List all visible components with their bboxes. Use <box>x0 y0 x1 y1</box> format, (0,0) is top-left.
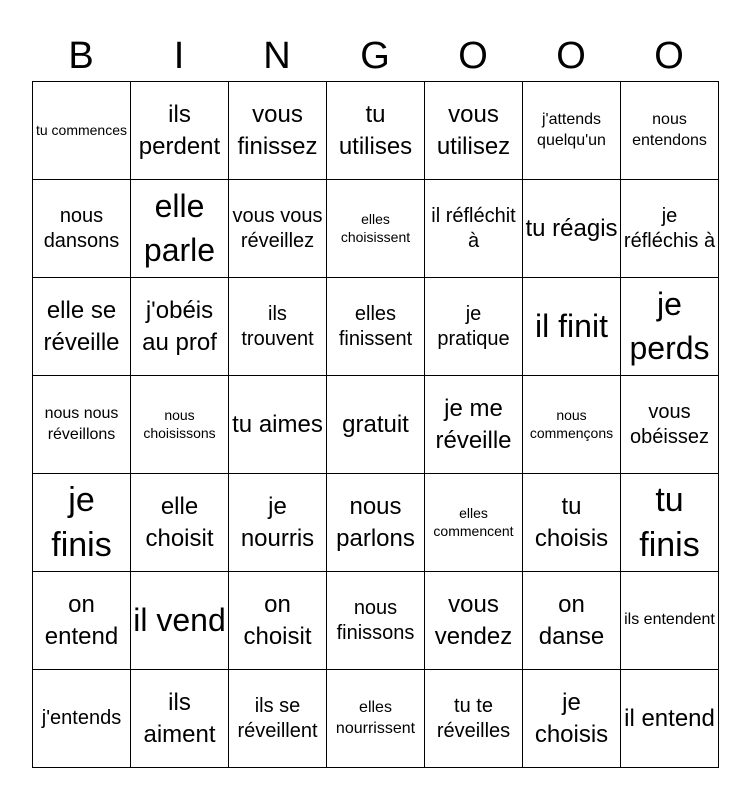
header-letter: N <box>263 35 291 77</box>
bingo-cell[interactable]: on entend <box>33 572 131 670</box>
bingo-cell[interactable]: elle se réveille <box>33 278 131 376</box>
bingo-cell[interactable]: il finit <box>523 278 621 376</box>
bingo-cell[interactable]: il entend <box>621 670 719 768</box>
bingo-cell[interactable]: il vend <box>131 572 229 670</box>
bingo-cell[interactable]: tu choisis <box>523 474 621 572</box>
bingo-cell[interactable]: vous vendez <box>425 572 523 670</box>
bingo-cell[interactable]: ils entendent <box>621 572 719 670</box>
bingo-cell[interactable]: je pratique <box>425 278 523 376</box>
bingo-cell[interactable]: on choisit <box>229 572 327 670</box>
bingo-cell[interactable]: tu réagis <box>523 180 621 278</box>
bingo-cell[interactable]: vous obéissez <box>621 376 719 474</box>
bingo-cell[interactable]: tu commences <box>33 82 131 180</box>
bingo-cell[interactable]: nous parlons <box>327 474 425 572</box>
bingo-cell[interactable]: tu finis <box>621 474 719 572</box>
bingo-cell[interactable]: nous choisissons <box>131 376 229 474</box>
bingo-cell[interactable]: elle parle <box>131 180 229 278</box>
bingo-cell[interactable]: elles finissent <box>327 278 425 376</box>
bingo-cell[interactable]: j'obéis au prof <box>131 278 229 376</box>
header-letter: G <box>360 35 390 77</box>
bingo-cell[interactable]: j'attends quelqu'un <box>523 82 621 180</box>
bingo-cell[interactable]: vous utilisez <box>425 82 523 180</box>
bingo-cell[interactable]: ils se réveillent <box>229 670 327 768</box>
bingo-cell[interactable]: vous finissez <box>229 82 327 180</box>
bingo-cell[interactable]: ils perdent <box>131 82 229 180</box>
bingo-cell[interactable]: ils aiment <box>131 670 229 768</box>
bingo-cell[interactable]: je me réveille <box>425 376 523 474</box>
bingo-cell[interactable]: nous finissons <box>327 572 425 670</box>
bingo-cell[interactable]: ils trouvent <box>229 278 327 376</box>
bingo-cell[interactable]: je finis <box>33 474 131 572</box>
bingo-cell[interactable]: nous entendons <box>621 82 719 180</box>
bingo-cell[interactable]: elles choisissent <box>327 180 425 278</box>
bingo-cell[interactable]: j'entends <box>33 670 131 768</box>
bingo-cell[interactable]: gratuit <box>327 376 425 474</box>
bingo-cell[interactable]: je réfléchis à <box>621 180 719 278</box>
header-letter: I <box>173 35 185 77</box>
bingo-cell[interactable]: tu utilises <box>327 82 425 180</box>
bingo-cell[interactable]: il réfléchit à <box>425 180 523 278</box>
bingo-cell[interactable]: nous nous réveillons <box>33 376 131 474</box>
bingo-cell[interactable]: on danse <box>523 572 621 670</box>
bingo-cell[interactable]: elles nourrissent <box>327 670 425 768</box>
bingo-cell[interactable]: nous commençons <box>523 376 621 474</box>
bingo-cell[interactable]: nous dansons <box>33 180 131 278</box>
bingo-board <box>32 81 719 768</box>
bingo-cell[interactable]: tu aimes <box>229 376 327 474</box>
header-letter: O <box>458 35 488 77</box>
header-letter: O <box>654 35 684 77</box>
bingo-cell[interactable]: je nourris <box>229 474 327 572</box>
bingo-cell[interactable]: je perds <box>621 278 719 376</box>
header-letter: O <box>556 35 586 77</box>
bingo-header <box>32 30 718 82</box>
bingo-cell[interactable]: elle choisit <box>131 474 229 572</box>
bingo-cell[interactable]: elles commencent <box>425 474 523 572</box>
bingo-cell[interactable]: tu te réveilles <box>425 670 523 768</box>
header-letter: B <box>68 35 94 77</box>
bingo-cell[interactable]: je choisis <box>523 670 621 768</box>
bingo-cell[interactable]: vous vous réveillez <box>229 180 327 278</box>
